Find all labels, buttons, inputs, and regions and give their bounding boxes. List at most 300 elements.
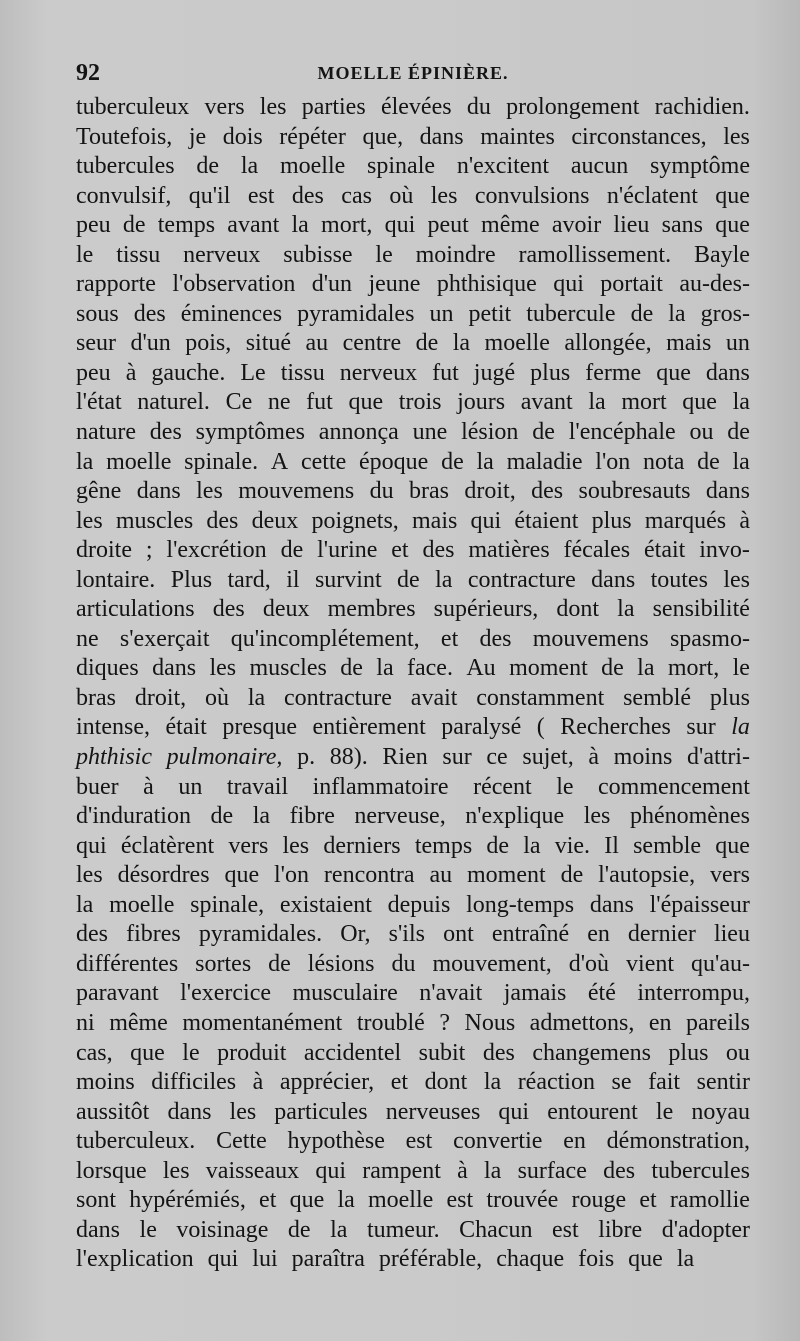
word: l'urine: [317, 537, 378, 564]
word: entraîné: [491, 921, 570, 948]
word: A: [270, 448, 289, 475]
word: l'encéphale: [568, 419, 676, 446]
word: la: [637, 655, 655, 682]
text-line: [76, 1009, 750, 1039]
word: membres: [327, 596, 416, 623]
word: fois: [578, 1246, 615, 1273]
word: à: [588, 744, 599, 771]
word: paraîtra: [291, 1246, 365, 1273]
word: libre: [598, 1216, 643, 1243]
word: trouvée: [486, 1187, 559, 1214]
word: face.: [407, 655, 453, 682]
word: changemens: [532, 1039, 651, 1066]
word: fut: [306, 389, 333, 416]
word: 88).: [329, 744, 368, 771]
word: tubercules: [76, 153, 175, 180]
word: Rien: [382, 744, 428, 771]
word: lieu: [713, 921, 750, 948]
word: était: [165, 714, 207, 741]
word: à: [252, 1069, 264, 1096]
word: en: [563, 1128, 586, 1155]
word: hypérémiés,: [129, 1187, 246, 1214]
word: n'avait: [419, 980, 483, 1007]
word: la: [483, 1069, 502, 1096]
word: sans: [661, 212, 703, 239]
word: depuis: [387, 891, 451, 918]
word: entourent: [547, 1098, 638, 1125]
word: qui: [384, 212, 416, 239]
word: n'explique: [465, 803, 565, 830]
word: fibres: [126, 921, 181, 948]
word: la: [247, 684, 266, 711]
text-line: [76, 418, 750, 448]
text-line: [76, 861, 750, 891]
word: sortes: [195, 950, 252, 977]
word: sur: [442, 744, 472, 771]
word: la: [252, 803, 271, 830]
word: de: [280, 537, 304, 564]
text-line: [76, 1098, 750, 1128]
word: que: [715, 212, 750, 239]
text-line: [76, 270, 750, 300]
word: momentanément: [182, 1009, 343, 1036]
word: aucun: [570, 153, 629, 180]
word: de: [340, 655, 363, 682]
word: travail: [226, 773, 289, 800]
word: la: [731, 714, 750, 741]
word: moindre: [415, 241, 496, 268]
word: à: [143, 773, 154, 800]
word: mais: [666, 330, 712, 357]
text-line: [76, 743, 750, 773]
text-line: [76, 595, 750, 625]
word: plus: [709, 684, 750, 711]
word: de: [532, 419, 555, 446]
word: nature: [76, 419, 136, 446]
word: la: [337, 1187, 355, 1214]
word: dont: [556, 596, 600, 623]
word: des: [422, 537, 455, 564]
word: gros-: [700, 300, 750, 327]
word: dans: [705, 478, 750, 505]
word: diques: [76, 655, 139, 682]
word: Cette: [216, 1128, 267, 1155]
word: les: [583, 803, 611, 830]
word: répéter: [279, 123, 346, 150]
word: la: [732, 448, 750, 475]
word: fécales: [563, 537, 631, 564]
word: ont: [443, 921, 474, 948]
word: mouvement,: [432, 950, 552, 977]
word: deux: [251, 507, 299, 534]
word: la: [523, 832, 541, 859]
word: et: [440, 625, 459, 652]
word: cas: [341, 182, 372, 209]
word: paralysé: [441, 714, 522, 741]
word: les: [723, 566, 750, 593]
word: cas,: [76, 1039, 113, 1066]
word: lésion: [461, 419, 519, 446]
word: élevées: [380, 94, 452, 120]
word: toutes: [650, 566, 708, 593]
word: moelle: [367, 1187, 434, 1214]
text-line: [76, 1186, 750, 1216]
word: avait: [410, 684, 458, 711]
word: semblé: [623, 684, 692, 711]
word: au-des-: [679, 271, 750, 298]
word: est: [446, 1187, 474, 1214]
word: long-temps: [466, 891, 575, 918]
running-head: [76, 58, 750, 88]
word: spinale,: [190, 891, 265, 918]
word: la: [291, 212, 309, 239]
running-title: MOELLE ÉPINIÈRE.: [317, 63, 509, 83]
text-line: [76, 773, 750, 803]
word: les: [229, 1098, 257, 1125]
word: le: [732, 655, 750, 682]
text-line: [76, 566, 750, 596]
word: rapporte: [76, 271, 156, 298]
word: l'excrétion: [166, 537, 267, 564]
word: spinale: [367, 153, 436, 180]
word: de: [397, 566, 420, 593]
word: qu'au-: [691, 950, 750, 977]
word: convulsif,: [76, 182, 172, 209]
word: admettons,: [529, 1009, 635, 1036]
word: moins: [76, 1069, 135, 1096]
word: était: [644, 537, 686, 564]
word: au: [429, 862, 453, 889]
word: le: [655, 1098, 674, 1125]
word: poignets,: [311, 507, 399, 534]
word: dans: [152, 655, 197, 682]
text-line: [76, 359, 750, 389]
word: de: [727, 419, 750, 446]
word: ramollie: [669, 1187, 750, 1214]
word: moelle: [279, 153, 346, 180]
word: où: [205, 684, 229, 711]
text-line: [76, 832, 750, 862]
word: est: [405, 1128, 433, 1155]
word: spasmo-: [669, 625, 750, 652]
word: à: [739, 507, 750, 534]
word: d'attri-: [687, 744, 750, 771]
word: annonça: [318, 419, 399, 446]
word: buer: [76, 773, 119, 800]
word: un: [178, 773, 203, 800]
word: allongée,: [564, 330, 652, 357]
word: deux: [262, 596, 310, 623]
word: en: [648, 1009, 672, 1036]
word: sentir: [696, 1069, 750, 1096]
word: qui: [315, 1157, 347, 1184]
text-line: [76, 1039, 750, 1069]
word: de: [560, 862, 584, 889]
word: fait: [648, 1069, 681, 1096]
word: éminences: [180, 300, 283, 327]
text-line: [76, 211, 750, 241]
word: apprécier,: [279, 1069, 375, 1096]
word: dont: [424, 1069, 468, 1096]
word: la: [330, 1216, 348, 1243]
word: droit,: [134, 684, 187, 711]
word: tissu: [280, 359, 325, 386]
text-line: [76, 950, 750, 980]
word: trois: [398, 389, 442, 416]
word: lontaire.: [76, 566, 156, 593]
word: et: [391, 537, 409, 564]
word: dans: [589, 891, 634, 918]
text-line: [76, 1127, 750, 1157]
word: commencement: [598, 773, 750, 800]
word: tubercule: [526, 300, 616, 327]
word: dois: [222, 123, 263, 150]
word: de: [268, 950, 291, 977]
word: fut: [432, 359, 459, 386]
word: hypothèse: [287, 1128, 385, 1155]
text-line: [76, 1157, 750, 1187]
word: de: [287, 1216, 311, 1243]
word: vers: [710, 862, 750, 889]
word: Il: [604, 832, 619, 859]
word: je: [188, 123, 207, 150]
word: est: [551, 1216, 579, 1243]
word: plus: [668, 1039, 709, 1066]
word: dans: [167, 1098, 212, 1125]
word: tissu: [116, 241, 161, 268]
word: maladie: [506, 448, 583, 475]
word: pois,: [185, 330, 232, 357]
word: les: [723, 123, 750, 150]
word: situé: [245, 330, 292, 357]
word: se: [611, 1069, 632, 1096]
word: ferme: [585, 359, 642, 386]
word: surface: [517, 1157, 587, 1184]
word: ne: [76, 625, 99, 652]
word: Recherches: [560, 714, 671, 741]
word: rampent: [362, 1157, 441, 1184]
word: droite: [76, 537, 132, 564]
word: Ce: [225, 389, 253, 416]
word: mort,: [321, 212, 373, 239]
word: que: [289, 1187, 325, 1214]
word: préférable,: [378, 1246, 483, 1273]
word: portait: [600, 271, 663, 298]
word: pulmonaire,: [166, 744, 283, 771]
word: l'observation: [172, 271, 296, 298]
word: soubresauts: [578, 478, 691, 505]
word: ou: [725, 1039, 750, 1066]
word: marqués: [644, 507, 727, 534]
text-line: [76, 300, 750, 330]
word: qui: [207, 1246, 239, 1273]
word: et: [390, 1069, 409, 1096]
word: gauche.: [151, 359, 226, 386]
word: cette: [300, 448, 347, 475]
word: peu: [76, 212, 111, 239]
word: un: [725, 330, 750, 357]
word: même: [109, 1009, 168, 1036]
text-line: [76, 388, 750, 418]
word: de: [630, 300, 654, 327]
word: troublé: [356, 1009, 425, 1036]
word: sur: [686, 714, 716, 741]
text-line: [76, 477, 750, 507]
word: que: [682, 389, 717, 416]
word: s'exerçait: [119, 625, 210, 652]
word: petit: [468, 300, 512, 327]
word: dernier: [627, 921, 696, 948]
word: phénomènes: [629, 803, 750, 830]
word: seur: [76, 330, 116, 357]
word: des: [291, 182, 324, 209]
word: réaction: [517, 1069, 595, 1096]
word: que,: [362, 123, 404, 150]
word: les: [76, 507, 103, 534]
word: contracture: [284, 684, 392, 711]
word: il: [286, 566, 300, 593]
word: jours: [457, 389, 506, 416]
word: mais: [412, 507, 458, 534]
word: avoir: [551, 212, 602, 239]
word: muscles: [249, 655, 327, 682]
word: temps: [414, 832, 473, 859]
word: moins: [613, 744, 673, 771]
word: tuberculeux: [76, 94, 190, 120]
word: Nous: [464, 1009, 516, 1036]
word: du: [369, 478, 394, 505]
word: jugé: [473, 359, 516, 386]
word: tard,: [227, 566, 271, 593]
word: d'un: [130, 330, 171, 357]
word: qui: [553, 271, 584, 298]
word: circonstances,: [571, 123, 707, 150]
word: inflammatoire: [312, 773, 449, 800]
word: dans: [136, 478, 181, 505]
word: avant: [520, 389, 573, 416]
word: subit: [418, 1039, 466, 1066]
word: nerveuse,: [354, 803, 446, 830]
text-line: [76, 802, 750, 832]
word: d'un: [311, 271, 353, 298]
word: ce: [486, 744, 508, 771]
word: tuberculeux.: [76, 1128, 196, 1155]
word: des: [482, 1039, 515, 1066]
word: nerveuses: [385, 1098, 481, 1125]
word: subisse: [283, 241, 353, 268]
word: dans: [705, 359, 750, 386]
text-line: [76, 1245, 750, 1275]
word: moment: [509, 655, 588, 682]
text-line: [76, 1216, 750, 1246]
word: vient: [626, 950, 675, 977]
word: l'autopsie,: [598, 862, 696, 889]
word: désordres: [117, 862, 210, 889]
text-line: [76, 152, 750, 182]
word: qui: [76, 832, 107, 859]
word: la: [676, 1246, 695, 1273]
word: sensibilité: [652, 596, 750, 623]
word: dans: [419, 123, 464, 150]
word: époque: [359, 448, 429, 475]
word: naturel.: [137, 389, 210, 416]
word: n'excitent: [456, 153, 550, 180]
word: Chacun: [459, 1216, 533, 1243]
text-line: [76, 507, 750, 537]
word: gêne: [76, 478, 122, 505]
word: où: [389, 182, 414, 209]
word: droit,: [464, 478, 516, 505]
word: l'exercice: [180, 980, 272, 1007]
word: pyramidales: [297, 300, 415, 327]
word: peu: [76, 359, 111, 386]
word: supérieurs,: [433, 596, 539, 623]
word: nota: [643, 448, 685, 475]
word: la: [668, 300, 686, 327]
text-line: [76, 920, 750, 950]
word: au: [305, 330, 329, 357]
word: récent: [473, 773, 532, 800]
text-line: [76, 654, 750, 684]
word: des: [212, 596, 245, 623]
text-line: [76, 979, 750, 1009]
word: mouvemens: [532, 625, 649, 652]
word: moelle: [106, 448, 172, 475]
word: le: [182, 1039, 200, 1066]
word: en: [587, 921, 610, 948]
word: la: [732, 389, 750, 416]
word: pyramidales.: [198, 921, 323, 948]
word: ni: [76, 1009, 95, 1036]
word: que: [628, 1246, 663, 1273]
word: difficiles: [151, 1069, 237, 1096]
word: bras: [409, 478, 449, 505]
word: existaient: [279, 891, 372, 918]
word: à: [457, 1157, 468, 1184]
text-line: [76, 536, 750, 566]
word: de: [196, 153, 220, 180]
word: la: [76, 891, 94, 918]
word: sont: [76, 1187, 117, 1214]
word: jeune: [368, 271, 421, 298]
word: vers: [204, 94, 245, 120]
word: muscles: [115, 507, 194, 534]
text-line: [76, 1068, 750, 1098]
word: contracture: [467, 566, 576, 593]
word: dans: [76, 1216, 120, 1243]
word: ramollissement.: [518, 241, 672, 268]
word: démonstration,: [606, 1128, 750, 1155]
word: lésions: [307, 950, 375, 977]
word: p.: [297, 744, 316, 771]
word: l'épaisseur: [649, 891, 750, 918]
word: matières: [468, 537, 550, 564]
word: bras: [76, 684, 116, 711]
word: d'induration: [76, 803, 191, 830]
word: des: [133, 300, 166, 327]
word: parties: [301, 94, 366, 120]
word: dans: [591, 566, 636, 593]
word: la: [452, 330, 471, 357]
word: du: [466, 94, 491, 120]
word: n'éclatent: [606, 182, 698, 209]
word: prolongement: [506, 94, 640, 120]
word: s'ils: [388, 921, 425, 948]
word: le: [139, 1216, 157, 1243]
word: Or,: [340, 921, 371, 948]
text-line: [76, 625, 750, 655]
word: des: [149, 419, 182, 446]
